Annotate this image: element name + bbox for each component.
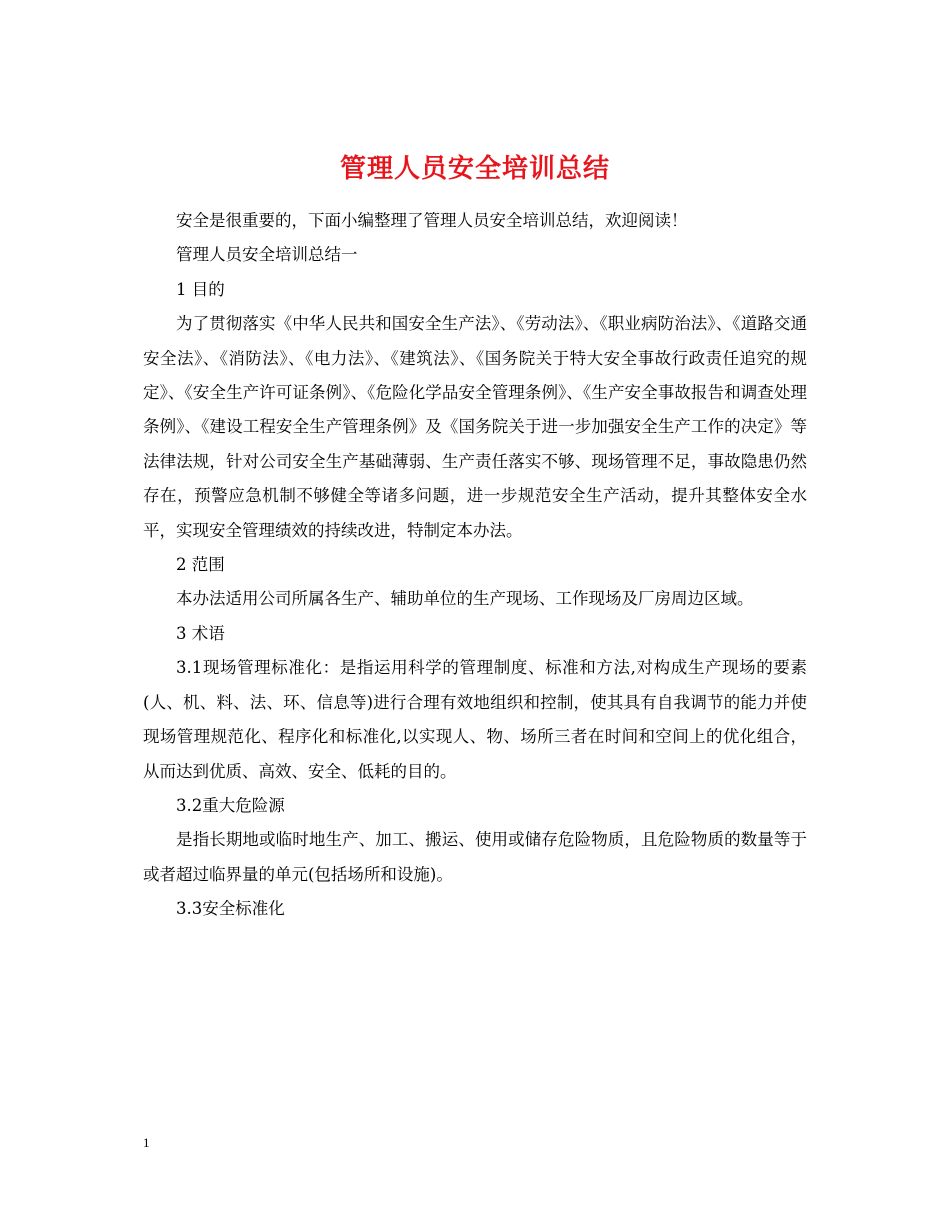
document-body — [143, 204, 807, 927]
term-3-2-heading: 3.2重大危险源 — [176, 795, 285, 815]
term-3-2-paragraph: 是指长期地或临时地生产、加工、搬运、使用或储存危险物质，且危险物质的数量等于或者超过临界量的单元(包括场所和设施)。 — [143, 830, 807, 884]
purpose-paragraph: 为了贯彻落实《中华人民共和国安全生产法》、《劳动法》、《职业病防治法》、《道路交通安全法》、《消防法》、《电力法》、《建筑法》、《国务院关于特大安全事故行政责任追究的规定》、《安全生产许可证条例》、《危险化学品安全管理条例》、《生产安全事故报告和调查处理条例》、《建设工程安全生产管理条例》及《国务院关于进一步加强安全生产工作的决定》等法律法规，针对公司安全生产基础薄弱、生产责任落实不够、现场管理不足，事故隐患仍然存在，预警应急机制不够健全等诸多问题，进一步规范安全生产活动，提升其整体安全水平，实现安全管理绩效的持续改进，特制定本办法。 — [143, 314, 807, 540]
section-heading-purpose: 1 目的 — [176, 279, 225, 299]
page-number: 1 — [143, 1135, 150, 1150]
term-3-1-paragraph: 3.1现场管理标准化：是指运用科学的管理制度、标准和方法,对构成生产现场的要素(人、机、料、法、环、信息等)进行合理有效地组织和控制，使其具有自我调节的能力并使现场管理规范化、程序化和标准化,以实现人、物、场所三者在时间和空间上的优化组合，从而达到优质、高效、安全、低耗的目的。 — [143, 658, 807, 781]
intro-paragraph: 安全是很重要的，下面小编整理了管理人员安全培训总结，欢迎阅读！ — [176, 211, 688, 230]
document-title: 管理人员安全培训总结 — [339, 154, 610, 185]
section-heading-scope: 2 范围 — [176, 555, 225, 575]
section-heading-summary-one: 管理人员安全培训总结一 — [176, 245, 358, 265]
scope-paragraph: 本办法适用公司所属各生产、辅助单位的生产现场、工作现场及厂房周边区域。 — [176, 589, 754, 609]
term-3-3-heading: 3.3安全标准化 — [176, 899, 285, 919]
section-heading-terms: 3 术语 — [176, 623, 225, 643]
